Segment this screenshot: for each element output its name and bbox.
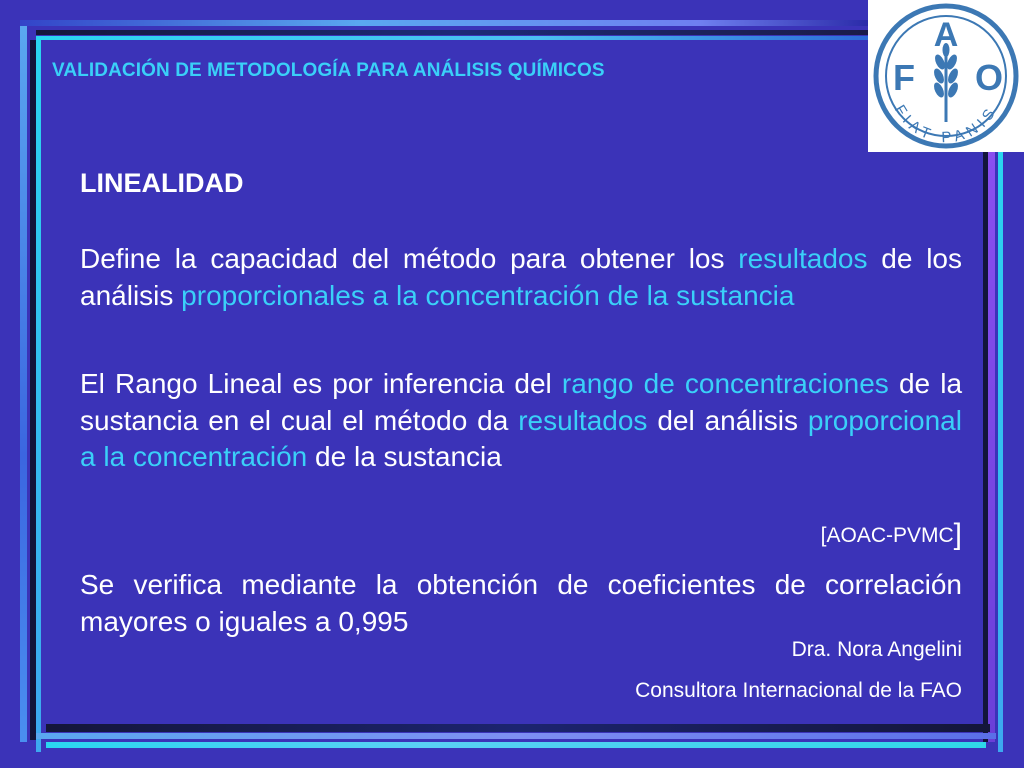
right-border-stripe-1 — [988, 152, 995, 742]
bottom-border-stripe-1 — [46, 724, 990, 732]
body-text: del análisis — [647, 404, 808, 436]
highlighted-text: resultados — [738, 243, 868, 274]
left-border-stripe-3 — [36, 40, 41, 752]
body-text: de la sustancia en el cual el método da — [80, 368, 963, 436]
author-name: Dra. Nora Angelini — [791, 638, 962, 661]
logo-letter-a: A — [933, 16, 959, 54]
paragraph-linear-range — [80, 366, 962, 476]
top-border-stripe-1 — [20, 20, 870, 26]
fao-logo-icon — [868, 0, 1024, 152]
left-border-stripe-1 — [20, 26, 27, 742]
right-border-stripe-2 — [998, 152, 1003, 752]
bottom-border-stripe-3 — [46, 742, 986, 748]
highlighted-text: proporcionales a la concentración de la sustancia — [181, 279, 795, 311]
body-text: de los análisis — [80, 243, 962, 311]
highlighted-text: proporcional a la concentración — [80, 404, 962, 472]
highlighted-text: resultados — [518, 404, 648, 436]
logo-letter-f: F — [893, 57, 915, 98]
fao-logo — [868, 0, 1024, 152]
section-heading: LINEALIDAD — [80, 168, 244, 198]
body-text: El Rango Lineal es por inferencia del — [80, 368, 562, 399]
reference-citation — [821, 518, 962, 552]
paragraph-definition — [80, 241, 962, 314]
author-role: Consultora Internacional de la FAO — [635, 679, 962, 702]
body-text: de la sustancia — [307, 441, 502, 472]
highlighted-text: rango de concentraciones — [561, 368, 889, 399]
top-border-stripe-3 — [36, 36, 870, 40]
paragraph-verification — [80, 567, 962, 640]
body-text: Se verifica mediante la obtención de coeficientes de correlación mayores o iguales a 0,995 — [80, 569, 962, 637]
body-text: Define la capacidad del método para obtener los — [80, 243, 739, 274]
reference-open: [AOAC-PVMC — [820, 524, 954, 547]
bottom-border-stripe-2 — [36, 733, 996, 739]
slide-header-title: VALIDACIÓN DE METODOLOGÍA PARA ANÁLISIS QUÍMICOS — [52, 60, 605, 81]
logo-motto: FIAT PANIS — [890, 102, 1002, 147]
top-border-stripe-2 — [36, 30, 870, 35]
reference-close-bracket: ] — [953, 518, 962, 551]
logo-letter-o: O — [974, 57, 1004, 98]
